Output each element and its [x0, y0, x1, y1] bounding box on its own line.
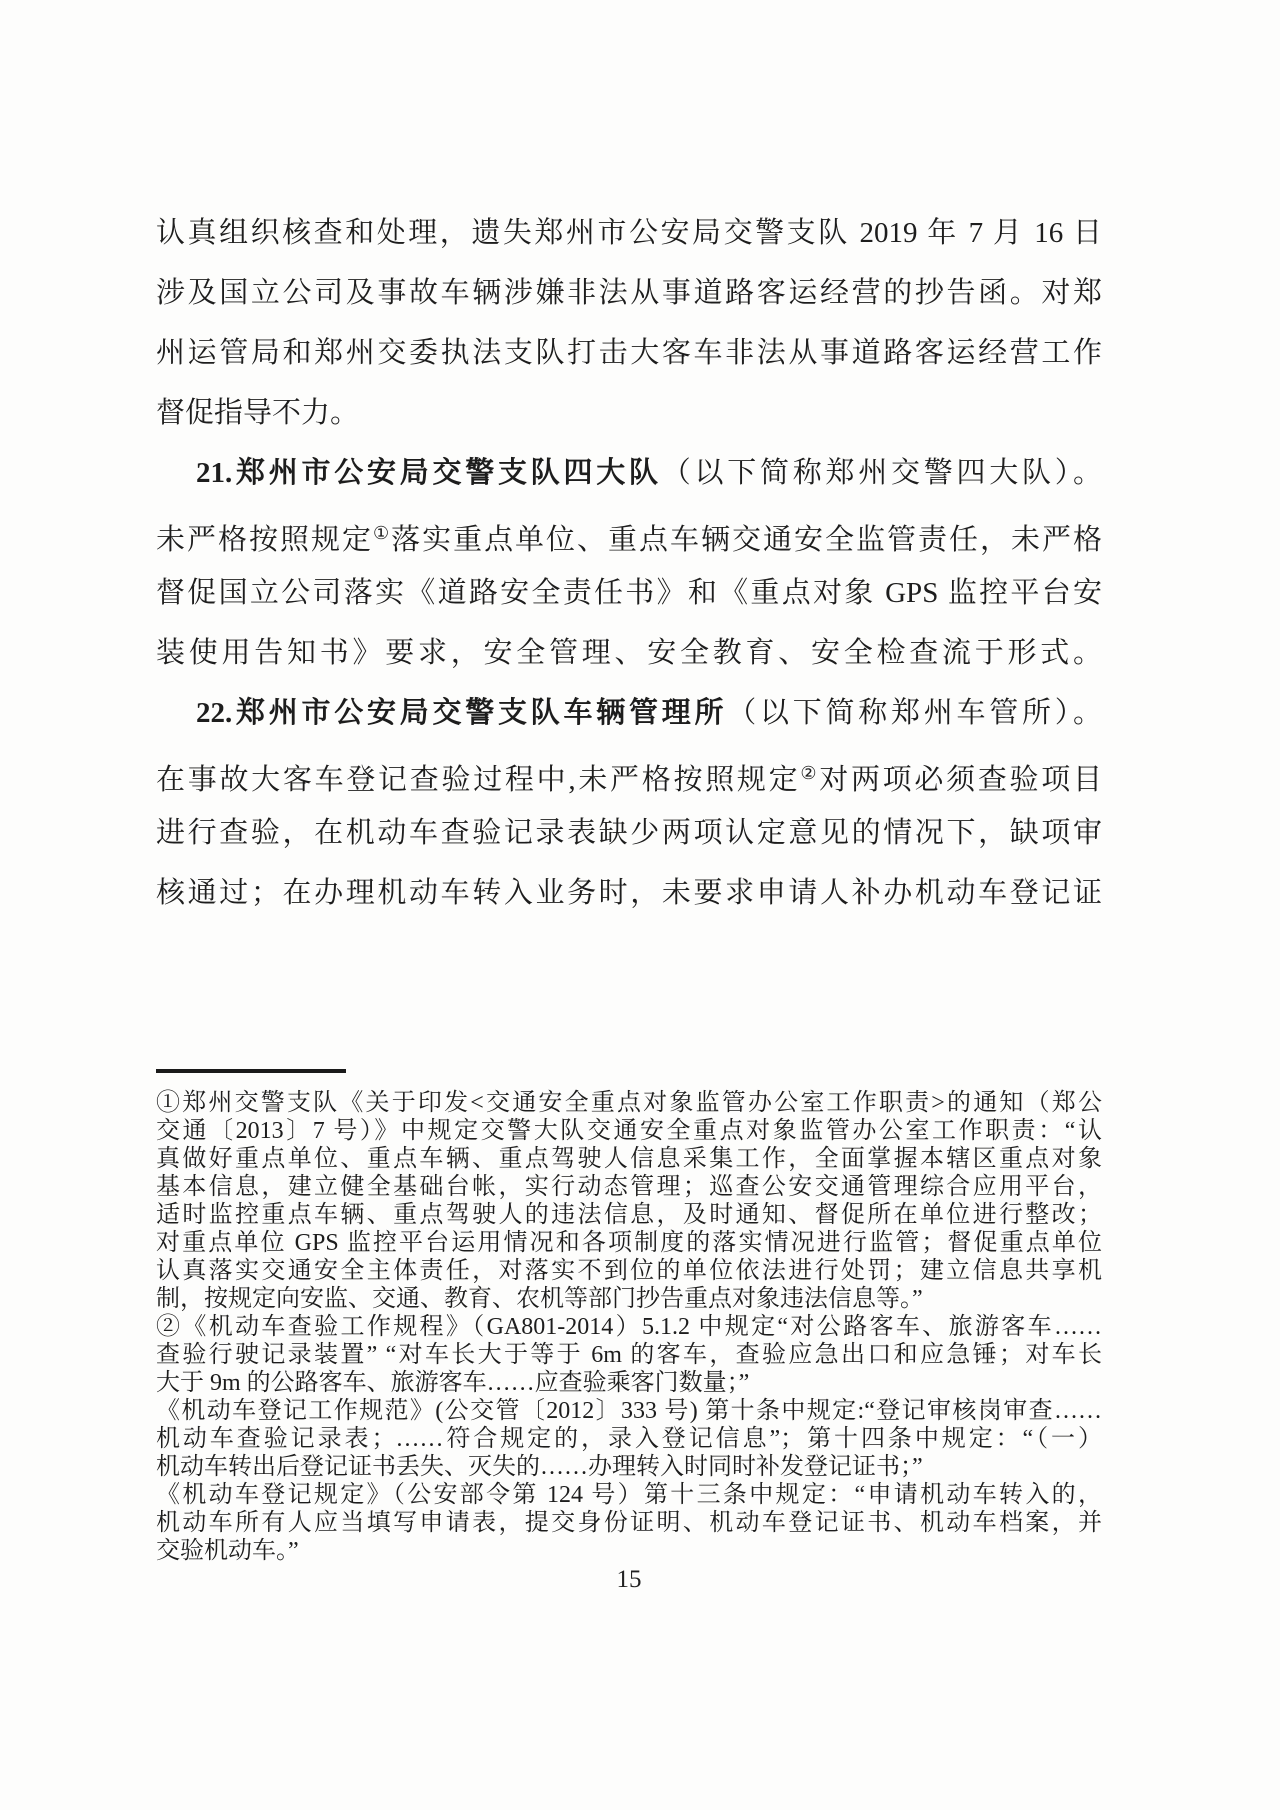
heading-text-run: 21.郑州市公安局交警支队四大队 — [196, 457, 662, 489]
body-line — [156, 803, 1102, 863]
footnote-line — [156, 1509, 1102, 1537]
body-line — [156, 443, 1102, 503]
text-run: 装使用告知书》要求，安全管理、安全教育、安全检查流于形式。 — [156, 637, 1102, 669]
body-text-block — [156, 203, 1102, 923]
text-run: 在事故大客车登记查验过程中,未严格按照规定 — [156, 763, 801, 796]
footnotes-block — [156, 1089, 1102, 1565]
footnote-line — [156, 1537, 1102, 1565]
footnote-separator — [156, 1069, 346, 1073]
footnote-line — [156, 1145, 1102, 1173]
body-line — [156, 863, 1102, 923]
footnote-line — [156, 1313, 1102, 1341]
text-run: 适时监控重点车辆、重点驾驶人的违法信息，及时通知、督促所在单位进行整改； — [156, 1202, 1102, 1228]
text-run: 机动车所有人应当填写申请表，提交身份证明、机动车登记证书、机动车档案，并 — [156, 1510, 1102, 1536]
footnote-line — [156, 1089, 1102, 1117]
footnote-line — [156, 1397, 1102, 1425]
text-run: 基本信息，建立健全基础台帐，实行动态管理；巡查公安交通管理综合应用平台， — [156, 1174, 1102, 1200]
body-line — [156, 563, 1102, 623]
text-run: 机动车转出后登记证书丢失、灭失的……办理转入时同时补发登记证书；” — [156, 1454, 923, 1480]
footnote-line — [156, 1173, 1102, 1201]
body-line — [156, 623, 1102, 683]
text-run: 州运管局和郑州交委执法支队打击大客车非法从事道路客运经营工作 — [156, 337, 1102, 369]
text-run: 未严格按照规定 — [156, 523, 373, 556]
footnote-line — [156, 1425, 1102, 1453]
footnote-line — [156, 1117, 1102, 1145]
text-run: 督促国立公司落实《道路安全责任书》和《重点对象 GPS 监控平台安 — [156, 577, 1102, 609]
footnote-ref-superscript: ① — [372, 523, 392, 543]
body-line — [156, 683, 1102, 743]
text-run: 进行查验，在机动车查验记录表缺少两项认定意见的情况下，缺项审 — [156, 817, 1102, 849]
text-run: ①郑州交警支队《关于印发<交通安全重点对象监管办公室工作职责>的通知（郑公 — [156, 1090, 1102, 1116]
text-run: 真做好重点单位、重点车辆、重点驾驶人信息采集工作，全面掌握本辖区重点对象 — [156, 1146, 1102, 1172]
body-line — [156, 263, 1102, 323]
footnote-line — [156, 1257, 1102, 1285]
text-run: 《机动车登记规定》（公安部令第 124 号）第十三条中规定：“申请机动车转入的， — [156, 1482, 1102, 1508]
footnote-line — [156, 1369, 1102, 1397]
body-line — [156, 503, 1102, 563]
body-line — [156, 383, 1102, 443]
footnote-line — [156, 1229, 1102, 1257]
text-run: （以下简称郑州车管所）。 — [727, 697, 1102, 729]
footnote-line — [156, 1341, 1102, 1369]
body-line — [156, 323, 1102, 383]
text-run: ②《机动车查验工作规程》（GA801-2014）5.1.2 中规定“对公路客车、旅游客车…… — [156, 1314, 1102, 1340]
text-run: 交通〔2013〕7 号）》中规定交警大队交通安全重点对象监管办公室工作职责：“认 — [156, 1118, 1102, 1144]
text-run: 交验机动车。” — [156, 1538, 299, 1564]
footnote-line — [156, 1285, 1102, 1313]
text-run: （以下简称郑州交警四大队）。 — [661, 457, 1102, 489]
text-run: 认真组织核查和处理，遗失郑州市公安局交警支队 2019 年 7 月 16 日 — [156, 217, 1102, 249]
heading-text-run: 22.郑州市公安局交警支队车辆管理所 — [196, 697, 728, 729]
footnote-line — [156, 1481, 1102, 1509]
text-run: 大于 9m 的公路客车、旅游客车……应查验乘客门数量；” — [156, 1370, 750, 1396]
text-run: 机动车查验记录表；……符合规定的，录入登记信息”；第十四条中规定：“（一） — [156, 1426, 1102, 1452]
text-run: 督促指导不力。 — [156, 397, 360, 429]
page-number: 15 — [616, 1566, 642, 1593]
text-run: 认真落实交通安全主体责任，对落实不到位的单位依法进行处罚；建立信息共享机 — [156, 1258, 1102, 1284]
body-line — [156, 203, 1102, 263]
text-run: 涉及国立公司及事故车辆涉嫌非法从事道路客运经营的抄告函。对郑 — [156, 277, 1102, 309]
text-run: 制，按规定向安监、交通、教育、农机等部门抄告重点对象违法信息等。” — [156, 1286, 923, 1312]
text-run: 查验行驶记录装置” “对车长大于等于 6m 的客车，查验应急出口和应急锤；对车长 — [156, 1342, 1102, 1368]
text-run: 核通过；在办理机动车转入业务时，未要求申请人补办机动车登记证 — [156, 877, 1102, 909]
footnote-line — [156, 1453, 1102, 1481]
text-run: 落实重点单位、重点车辆交通安全监管责任，未严格 — [391, 523, 1102, 556]
footnote-line — [156, 1201, 1102, 1229]
body-line — [156, 743, 1102, 803]
text-run: 《机动车登记工作规范》(公交管〔2012〕333 号) 第十条中规定:“登记审核岗审查…… — [156, 1398, 1102, 1424]
footnote-ref-superscript: ② — [800, 763, 820, 783]
text-run: 对两项必须查验项目 — [819, 763, 1102, 796]
text-run: 对重点单位 GPS 监控平台运用情况和各项制度的落实情况进行监管；督促重点单位 — [156, 1230, 1102, 1256]
